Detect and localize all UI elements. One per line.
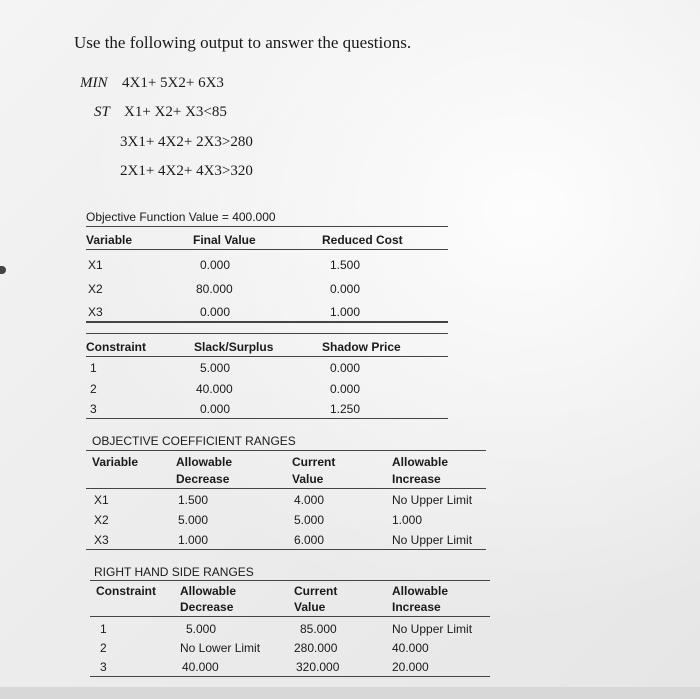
col-header: Shadow Price <box>322 340 401 354</box>
table-cell: No Upper Limit <box>392 533 473 547</box>
col-header: Decrease <box>176 472 230 486</box>
table-cell: No Upper Limit <box>392 493 473 507</box>
table-cell: 0.000 <box>330 282 361 296</box>
table-cell: 40.000 <box>392 641 429 655</box>
page-bottom-edge <box>0 687 700 699</box>
rule <box>90 676 490 677</box>
edge-mark <box>0 266 6 274</box>
objective-value: Objective Function Value = 400.000 <box>86 210 276 224</box>
rule <box>86 549 486 550</box>
col-header: Variable <box>86 233 133 247</box>
st-label: ST <box>94 104 110 120</box>
table-cell: 1 <box>100 622 107 636</box>
table-cell: 5.000 <box>294 513 325 527</box>
rule <box>90 616 490 617</box>
table-cell: 4.000 <box>294 493 325 507</box>
table-cell: 0.000 <box>330 361 361 375</box>
table-cell: 3 <box>100 660 107 674</box>
objective-expression: 4X1+ 5X2+ 6X3 <box>122 75 224 91</box>
table-cell: X2 <box>94 513 109 527</box>
col-header: Variable <box>92 455 139 469</box>
table-cell: 5.000 <box>200 361 231 375</box>
table-cell: X1 <box>94 493 109 507</box>
table-cell: 1.000 <box>392 513 423 527</box>
constraint-3: 2X1+ 4X2+ 4X3>320 <box>120 163 253 179</box>
col-header: Increase <box>392 600 441 614</box>
table-cell: 1.500 <box>178 493 209 507</box>
rule <box>90 580 490 581</box>
col-header: Allowable <box>176 455 233 469</box>
col-header: Slack/Surplus <box>194 340 274 354</box>
col-header: Current <box>294 584 338 598</box>
table-cell: 40.000 <box>182 660 219 674</box>
rule <box>86 488 486 489</box>
table-cell: 40.000 <box>196 382 233 396</box>
col-header: Allowable <box>392 584 449 598</box>
table-cell: 0.000 <box>200 402 231 416</box>
constraint-2: 3X1+ 4X2+ 2X3>280 <box>120 134 253 150</box>
page-title: Use the following output to answer the questions. <box>74 33 412 52</box>
rule <box>86 321 448 323</box>
rule <box>86 226 448 227</box>
col-header: Decrease <box>180 600 234 614</box>
table-cell: No Lower Limit <box>180 641 261 655</box>
section-title: RIGHT HAND SIDE RANGES <box>94 565 254 579</box>
col-header: Increase <box>392 472 441 486</box>
table-cell: X1 <box>88 258 103 272</box>
col-header: Allowable <box>180 584 237 598</box>
table-cell: 1.000 <box>330 305 361 319</box>
section-title: OBJECTIVE COEFFICIENT RANGES <box>92 434 296 448</box>
table-cell: X3 <box>94 533 109 547</box>
col-header: Constraint <box>96 584 156 598</box>
table-cell: 1.250 <box>330 402 361 416</box>
constraint-1: X1+ X2+ X3<85 <box>124 104 227 120</box>
table-cell: 6.000 <box>294 533 325 547</box>
rule <box>86 356 448 357</box>
col-header: Allowable <box>392 455 449 469</box>
table-cell: X3 <box>88 305 103 319</box>
col-header: Constraint <box>86 340 146 354</box>
table-cell: X2 <box>88 282 103 296</box>
col-header: Current <box>292 455 336 469</box>
table-cell: 3 <box>90 402 97 416</box>
table-cell: 1.000 <box>178 533 209 547</box>
table-cell: 0.000 <box>330 382 361 396</box>
table-cell: 320.000 <box>296 660 340 674</box>
table-cell: 1.500 <box>330 258 361 272</box>
col-header: Final Value <box>193 233 256 247</box>
table-cell: 85.000 <box>300 622 337 636</box>
table-cell: 80.000 <box>196 282 233 296</box>
table-cell: 280.000 <box>294 641 338 655</box>
table-cell: 5.000 <box>186 622 217 636</box>
table-cell: 0.000 <box>200 305 231 319</box>
table-cell: 5.000 <box>178 513 209 527</box>
rule <box>86 249 448 250</box>
table-cell: 0.000 <box>200 258 231 272</box>
table-cell: No Upper Limit <box>392 622 473 636</box>
rule <box>86 450 486 451</box>
rule <box>86 333 448 334</box>
col-header: Reduced Cost <box>322 233 403 247</box>
rule <box>86 418 448 419</box>
col-header: Value <box>292 472 324 486</box>
table-cell: 2 <box>100 641 107 655</box>
table-cell: 2 <box>90 382 97 396</box>
col-header: Value <box>294 600 326 614</box>
min-label: MIN <box>80 75 108 91</box>
table-cell: 1 <box>90 361 97 375</box>
table-cell: 20.000 <box>392 660 429 674</box>
